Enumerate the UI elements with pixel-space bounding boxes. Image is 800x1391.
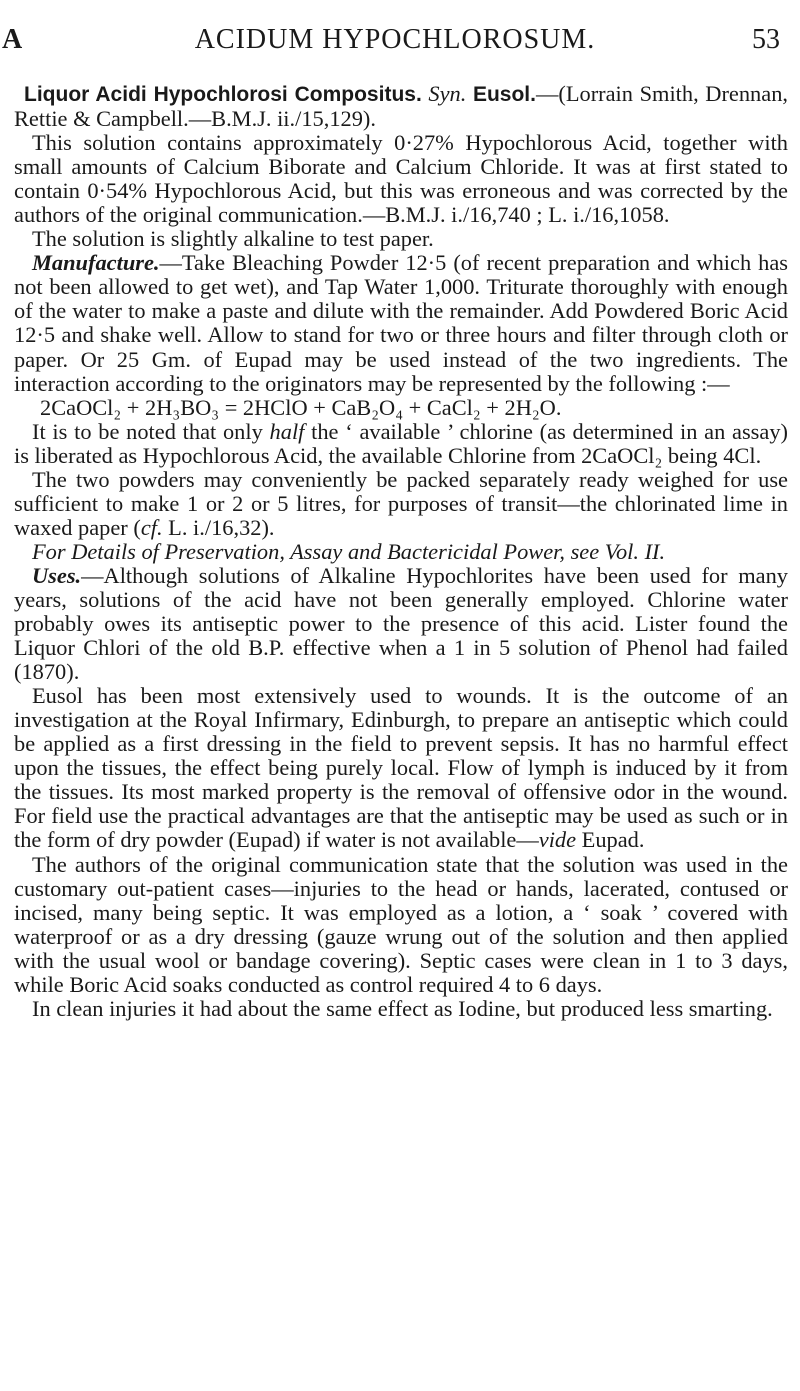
running-header xyxy=(0,20,790,70)
packing-text-b: L. i./16,32). xyxy=(162,514,275,540)
packing-text-a: The two powders may conveniently be packed separately ready weighed for use sufficient to make 1 or 2 or 5 litres, for purposes of transit—the chlorinated lime in waxed paper ( xyxy=(14,466,788,540)
article-body xyxy=(14,82,788,1021)
header-title: ACIDUM HYPOCHLOROSUM. xyxy=(194,24,596,55)
manufacture-heading: Manufacture. xyxy=(32,250,160,276)
details-italic-text: Details of Preservation, Assay and Bactericidal Power, see Vol. II. xyxy=(71,538,666,564)
paragraph-alkalinity: The solution is slightly alkaline to test paper. xyxy=(32,226,434,252)
entry-title: Liquor Acidi Hypochlorosi Compositus. xyxy=(24,83,422,106)
paragraph-outpatient: The authors of the original communication state that the solution was used in the customary out-patient cases—injuries to the head or hands, lacerated, contused or incised, many being septic. It was employed as a lotion, a ‘ soak ’ covered with waterproof or as a dry dressing (gauze wrung out of the solution and then applied with the usual wool or bandage covering). Septic cases were clean in 1 to 3 days, while Boric Acid soaks conducted as control required 4 to 6 days. xyxy=(14,851,788,997)
paragraph-composition: This solution contains approximately 0·27% Hypochlorous Acid, together with small amounts of Calcium Biborate and Calcium Chloride. It was at first stated to contain 0·54% Hypochlorous Acid, but this was erroneous and was corrected by the authors of the original communication.—B.M.J. i./16,740 ; L. i./16,1058. xyxy=(14,130,788,228)
chemical-equation: 2CaOCl₂ + 2H₃BO₃ = 2HClO + CaB₂O₄ + CaCl₂ + 2H₂O. xyxy=(40,394,562,420)
details-for: For xyxy=(32,538,66,564)
uses-text: —Although solutions of Alkaline Hypochlorites have been used for many years, solutions of the acid have not been generally employed. Chlorine water probably owes its antiseptic power to the presence of this acid. Lister found the Liquor Chlori of the old B.P. effective when a 1 in 5 solution of Phenol had failed (1870). xyxy=(14,562,788,685)
paragraph-uses xyxy=(14,564,788,684)
synonym-value: Eusol. xyxy=(472,83,536,106)
paragraph-available-chlorine xyxy=(14,420,788,468)
manufacture-text: —Take Bleaching Powder 12·5 (of recent preparation and which has not been allowed to get wet), and Tap Water 1,000. Triturate thoroughly with enough of the water to make a paste and dilute with the remainder. Add Powdered Boric Acid 12·5 and shake well. Allow to stand for two or three hours and filter through cloth or paper. Or 25 Gm. of Eupad may be used instead of the two ingredients. The interaction according to the originators may be represented by the following :— xyxy=(14,250,788,396)
page-number: 53 xyxy=(752,24,780,55)
emphasis-half: half xyxy=(269,418,305,444)
paragraph-manufacture xyxy=(14,251,788,395)
synonym-label: Syn. xyxy=(428,81,467,106)
uses-heading: Uses. xyxy=(32,562,82,588)
paragraph-iodine-comparison: In clean injuries it had about the same effect as Iodine, but produced less smarting. xyxy=(32,995,773,1021)
chlorine-text-a: It is to be noted that only xyxy=(32,418,270,444)
reference-text: —(Lorrain Smith, Drennan, Rettie & Campbell.—B.M.J. ii./15,129). xyxy=(14,81,788,132)
eusol-text-b: Eupad. xyxy=(576,827,645,853)
paragraph-title xyxy=(14,82,788,131)
cf-abbrev: cf. xyxy=(140,514,163,540)
vide-abbrev: vide xyxy=(538,827,577,853)
paragraph-eusol-wounds xyxy=(14,684,788,852)
header-section-letter: A xyxy=(2,24,23,55)
chlorine-text-b: the ‘ available ’ chlorine (as determined in an assay) is liberated as Hypochlorous Acid, the available Chlorine from 2CaOCl₂ being 4Cl. xyxy=(14,418,788,468)
paragraph-packing xyxy=(14,468,788,540)
eusol-text-a: Eusol has been most extensively used to wounds. It is the outcome of an investigation at the Royal Infirmary, Edinburgh, to prepare an antiseptic which could be applied as a first dressing in the field to prevent sepsis. It has no harmful effect upon the tissues, the effect being purely local. Flow of lymph is induced by it from the tissues. Its most marked property is the removal of offensive odor in the wound. For field use the practical advantages are that the antiseptic may be used as such or in the form of dry powder (Eupad) if water is not available— xyxy=(14,683,788,853)
paragraph-details-reference xyxy=(14,540,788,564)
